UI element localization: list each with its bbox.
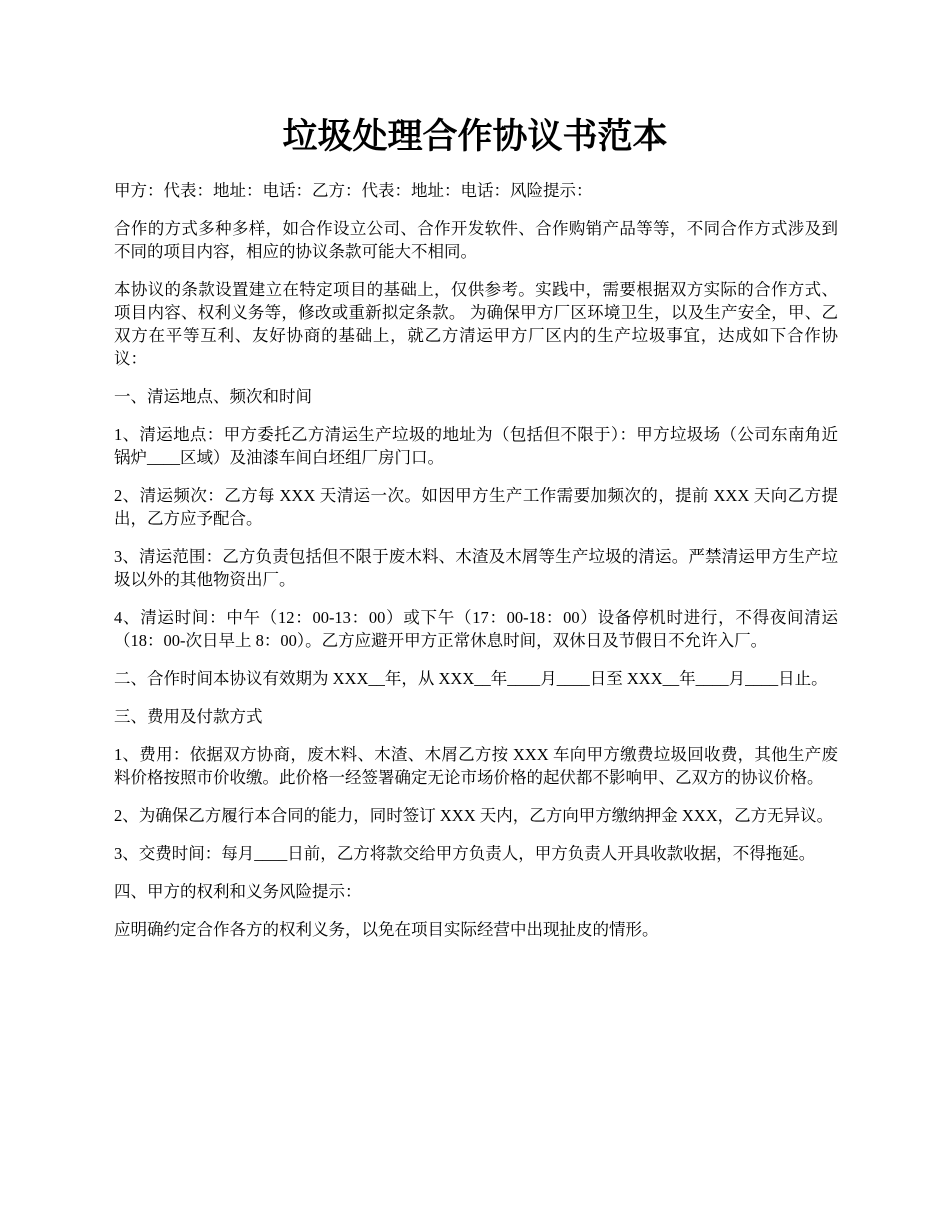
- paragraph-cooperation-methods: 合作的方式多种多样，如合作设立公司、合作开发软件、合作购销产品等等，不同合作方式涉及到不同的项目内容，相应的协议条款可能大不相同。: [114, 219, 838, 261]
- section-heading-4: 四、甲方的权利和义务风险提示：: [114, 882, 362, 901]
- document-title: 垃圾处理合作协议书范本: [282, 116, 668, 157]
- section-heading-1: 一、清运地点、频次和时间: [114, 387, 312, 406]
- section-heading-3: 三、费用及付款方式: [114, 707, 263, 726]
- clause-3-1: 1、费用：依据双方协商，废木料、木渣、木屑乙方按 XXX 车向甲方缴费垃圾回收费，其他生产废料价格按照市价收缴。此价格一经签署确定无论市场价格的起伏都不影响甲、乙双方的协议价格。: [114, 745, 838, 787]
- clause-3-2: 2、为确保乙方履行本合同的能力，同时签订 XXX 天内，乙方向甲方缴纳押金 XXX，乙方无异议。: [114, 806, 834, 825]
- document-body: [114, 179, 838, 956]
- paragraph-rights-obligations: 应明确约定合作各方的权利义务，以免在项目实际经营中出现扯皮的情形。: [114, 920, 659, 939]
- clause-1-4: 4、清运时间：中午（12：00-13：00）或下午（17：00-18：00）设备停机时进行，不得夜间清运（18：00-次日早上 8：00）。乙方应避开甲方正常休息时间，双休日及节假日不允许入厂。: [114, 608, 838, 650]
- clause-3-3: 3、交费时间：每月____日前，乙方将款交给甲方负责人，甲方负责人开具收款收据，不得拖延。: [114, 844, 816, 863]
- section-heading-2: 二、合作时间本协议有效期为 XXX__年，从 XXX__年____月____日至 XXX__年____月____日止。: [114, 669, 828, 688]
- paragraph-agreement-basis: 本协议的条款设置建立在特定项目的基础上，仅供参考。实践中，需要根据双方实际的合作方式、项目内容、权利义务等，修改或重新拟定条款。 为确保甲方厂区环境卫生，以及生产安全，甲、乙双方在平等互利、友好协商的基础上，就乙方清运甲方厂区内的生产垃圾事宜，达成如下合作协议：: [114, 280, 838, 368]
- clause-1-2: 2、清运频次：乙方每 XXX 天清运一次。如因甲方生产工作需要加频次的，提前 XXX 天向乙方提出，乙方应予配合。: [114, 486, 838, 528]
- clause-1-1: 1、清运地点：甲方委托乙方清运生产垃圾的地址为（包括但不限于）：甲方垃圾场（公司东南角近锅炉____区域）及油漆车间白坯组厂房门口。: [114, 425, 838, 467]
- clause-1-3: 3、清运范围：乙方负责包括但不限于废木料、木渣及木屑等生产垃圾的清运。严禁清运甲方生产垃圾以外的其他物资出厂。: [114, 547, 838, 589]
- parties-line: 甲方：代表：地址：电话：乙方：代表：地址：电话：风险提示：: [114, 181, 593, 200]
